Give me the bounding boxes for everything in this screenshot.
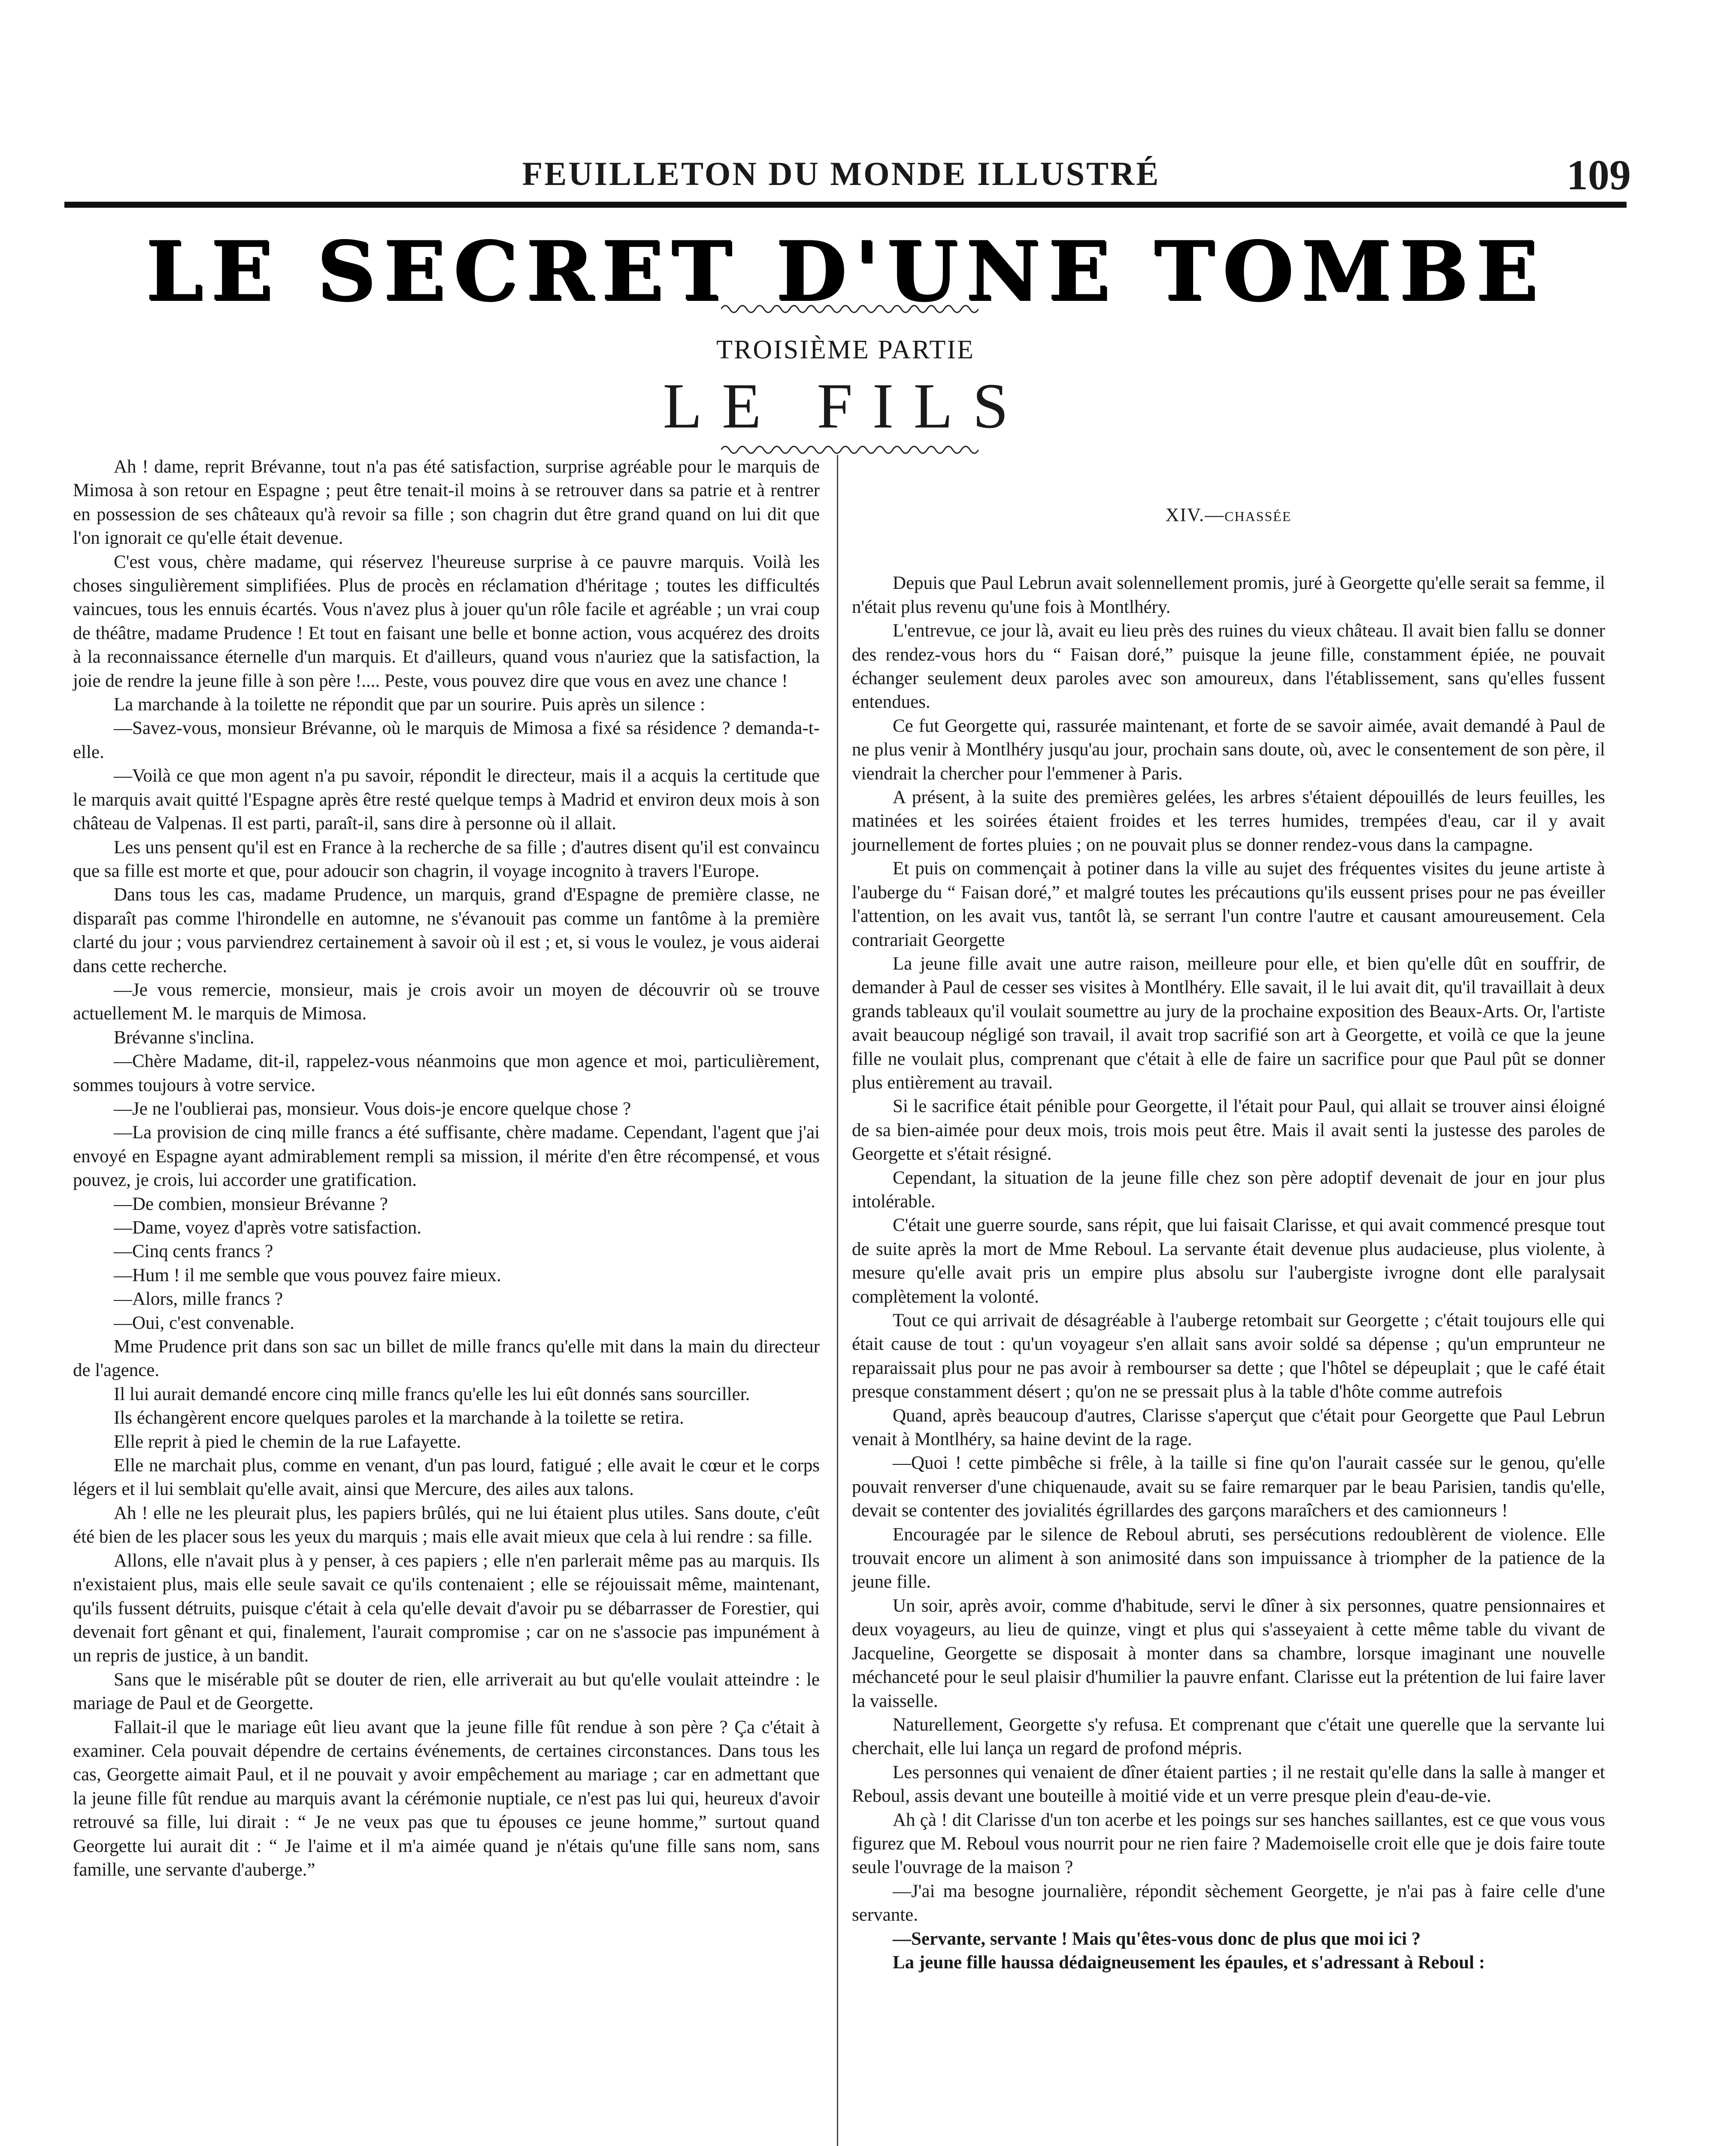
part-label: TROISIÈME PARTIE [716,335,975,364]
paragraph: Sans que le misérable pût se douter de rien, elle arriverait au but qu'elle voulait atteindre : le mariage de Paul et de Georgette. [73,1669,820,1714]
paragraph: Ah ! dame, reprit Brévanne, tout n'a pas été satisfaction, surprise agréable pour le marquis de Mimosa à son retour en Espagne ; peut être tenait-il moins à se retrouver dans sa patrie et à rentrer en possession de ses châteaux qu'à revoir sa fille ; son chagrin dut être grand quand on lui dit que l'on ignorait ce qu'elle était devenue. [73,457,820,549]
paragraph: Depuis que Paul Lebrun avait solennellement promis, juré à Georgette qu'elle serait sa femme, il n'était plus revenu qu'une fois à Montlhéry. [852,573,1605,617]
paragraph: Naturellement, Georgette s'y refusa. Et comprenant que c'était une querelle que la servante lui cherchait, elle lui lança un regard de profond mépris. [852,1714,1605,1759]
paragraph: Allons, elle n'avait plus à y penser, à ces papiers ; elle n'en parlerait même pas au marquis. Ils n'existaient plus, mais elle seule savait ce qu'ils contenaient ; elle se réjouissait même, maintenant, qu'ils fussent détruits, puisque c'était à cela qu'elle devait d'avoir pu se débarrasser de Forestier, qui devenait fort gênant et qui, finalement, l'aurait compromise ; car on ne s'associe pas impunément à un repris de justice, à un bandit. [73,1550,820,1666]
chapter-number: XIV.— [1165,504,1225,525]
paragraph: —Cinq cents francs ? [114,1241,273,1262]
paragraph: —Je vous remercie, monsieur, mais je crois avoir un moyen de découvrir où se trouve actuellement M. le marquis de Mimosa. [73,979,820,1024]
paragraph: A présent, à la suite des premières gelées, les arbres s'étaient dépouillés de leurs feuilles, les matinées et les soirées étaient froides et les terres humides, trempées d'eau, car il y avait journellement de fortes pluies ; on ne pouvait plus se donner rendez-vous dans la campagne. [852,787,1605,855]
paragraph: Ce fut Georgette qui, rassurée maintenant, et forte de se savoir aimée, avait demandé à Paul de ne plus venir à Montlhéry jusqu'au jour, prochain sans doute, où, avec le consentement de son père, il viendrait la chercher pour l'emmener à Paris. [852,715,1605,784]
paragraph: Tout ce qui arrivait de désagréable à l'auberge retombait sur Georgette ; c'était toujours elle qui était cause de tout : qu'un voyageur s'en allait sans avoir soldé sa dépense ; qu'un emprunteur ne reparaissait plus pour ne pas avoir à rembourser sa dette ; que l'hôtel se dépeuplait ; que le café était presque constamment désert ; qu'on ne se pressait plus à la table d'hôte comme autrefois [852,1310,1605,1402]
paragraph: —Je ne l'oublierai pas, monsieur. Vous dois-je encore quelque chose ? [114,1098,631,1119]
paragraph: C'est vous, chère madame, qui réservez l'heureuse surprise à ce pauvre marquis. Voilà les choses singulièrement simplifiées. Plus de procès en réclamation d'héritage ; toutes les difficultés vaincues, tous les ennuis écartés. Vous n'avez plus à jouer qu'un rôle facile et agréable ; un vrai coup de théâtre, madame Prudence ! Et tout en faisant une belle et bonne action, vous acquérez des droits à la reconnaissance éternelle d'un marquis. Et d'ailleurs, quand vous n'auriez que la satisfaction, la joie de rendre la jeune fille à son père !.... Peste, vous pouvez dire que vous en avez une chance ! [73,552,820,691]
paragraph: —Oui, c'est convenable. [114,1312,294,1333]
paragraph: —J'ai ma besogne journalière, répondit sèchement Georgette, je n'ai pas à faire celle d'une servante. [852,1881,1605,1925]
paragraph: —Hum ! il me semble que vous pouvez faire mieux. [114,1265,501,1285]
ornament-wave-top [721,300,979,316]
left-column [73,455,820,1882]
paragraph: Les personnes qui venaient de dîner étaient parties ; il ne restait qu'elle dans la salle à manger et Reboul, assis devant une bouteille à moitié vide et un verre presque plein d'eau-de-vie. [852,1762,1605,1807]
paragraph: Elle ne marchait plus, comme en venant, d'un pas lourd, fatigué ; elle avait le cœur et le corps légers et il lui semblait qu'elle avait, ainsi que Mercure, des ailes aux talons. [73,1455,820,1500]
paragraph: —La provision de cinq mille francs a été suffisante, chère madame. Cependant, l'agent que j'ai envoyé en Espagne ayant admirablement rempli sa mission, il mérite d'en être récompensé, et vous pouvez, je crois, lui accorder une gratification. [73,1122,820,1191]
paragraph: Dans tous les cas, madame Prudence, un marquis, grand d'Espagne de première classe, ne disparaît pas comme l'hirondelle en automne, ne s'évanouit pas comme un fantôme à la première clarté du jour ; vous parviendrez certainement à savoir où il est ; et, si vous le voulez, je vous aiderai dans cette recherche. [73,885,820,976]
column-divider [837,455,838,2146]
paragraph: Et puis on commençait à potiner dans la ville au sujet des fréquentes visites du jeune artiste à l'auberge du “ Faisan doré,” et malgré toutes les précautions qu'ils eussent prises pour ne pas éveiller l'attention, on les avait vus, tantôt là, se serrant l'un contre l'autre et causant amoureusement. Cela contrariait Georgette [852,858,1605,950]
paragraph: Ils échangèrent encore quelques paroles et la marchande à la toilette se retira. [114,1408,684,1428]
paragraph: Ah ! elle ne les pleurait plus, les papiers brûlés, qui ne lui étaient plus utiles. Sans doute, c'eût été bien de les placer sous les yeux du marquis ; mais elle avait mieux que cela à lui rendre : sa fille. [73,1503,820,1547]
chapter-title: CHASSÉE [1224,509,1292,524]
paragraph: —Quoi ! cette pimbêche si frêle, à la taille si fine qu'on l'aurait cassée sur le genou, qu'elle pouvait renverser d'une chiquenaude, avait su se faire remarquer par le beau Parisien, tandis qu'elle, devait se contenter des jovialités égrillardes des garçons maraîchers et des camionneurs ! [852,1453,1605,1521]
paragraph: Ah çà ! dit Clarisse d'un ton acerbe et les poings sur ses hanches saillantes, est ce que vous vous figurez que M. Reboul vous nourrit pour ne rien faire ? Mademoiselle croit elle que je dois faire toute seule l'ouvrage de la maison ? [852,1810,1605,1878]
paragraph: —Voilà ce que mon agent n'a pu savoir, répondit le directeur, mais il a acquis la certitude que le marquis avait quitté l'Espagne après être resté quelque temps à Madrid et environ deux mois à son château de Valpenas. Il est parti, paraît-il, sans dire à personne où il allait. [73,766,820,834]
paragraph: La marchande à la toilette ne répondit que par un sourire. Puis après un silence : [114,694,705,715]
part-title: LE FILS [663,370,1028,442]
paragraph: Il lui aurait demandé encore cinq mille francs qu'elle les lui eût donnés sans sourciller. [114,1384,750,1404]
paragraph: L'entrevue, ce jour là, avait eu lieu près des ruines du vieux château. Il avait bien fallu se donner des rendez-vous hors du “ Faisan doré,” puisque la jeune fille, constamment épiée, ne pouvait échanger seulement deux paroles avec son amoureux, dans l'établissement, sans qu'elles fussent entendues. [852,621,1605,712]
paragraph: Les uns pensent qu'il est en France à la recherche de sa fille ; d'autres disent qu'il est convaincu que sa fille est morte et que, pour adoucir son chagrin, il voyage incognito à travers l'Europe. [73,837,820,881]
paragraph: Encouragée par le silence de Reboul abruti, ses persécutions redoublèrent de violence. Elle trouvait encore un aliment à son animosité dans son impuissance à triompher de la patience de la jeune fille. [852,1524,1605,1592]
paragraph: —Servante, servante ! Mais qu'êtes-vous donc de plus que moi ici ? [893,1928,1421,1949]
paragraph: La jeune fille haussa dédaigneusement les épaules, et s'adressant à Reboul : [893,1952,1485,1973]
paragraph: Cependant, la situation de la jeune fille chez son père adoptif devenait de jour en jour plus intolérable. [852,1167,1605,1212]
paragraph: Quand, après beaucoup d'autres, Clarisse s'aperçut que c'était pour Georgette que Paul Lebrun venait à Montlhéry, sa haine devint de la rage. [852,1405,1605,1450]
running-title: FEUILLETON DU MONDE ILLUSTRÉ [522,155,1160,192]
paragraph: —Alors, mille francs ? [114,1289,283,1309]
header-rule [64,202,1627,208]
story-title: LE SECRET D'UNE TOMBE [145,223,1545,319]
paragraph: Un soir, après avoir, comme d'habitude, servi le dîner à six personnes, quatre pensionnaires et deux voyageurs, au lieu de quinze, vingt et plus qui s'asseyaient à cette même table du vivant de Jacqueline, Georgette se disposait à monter dans sa chambre, lorsque imaginant une nouvelle méchanceté pour le seul plaisir d'humilier la pauvre enfant. Clarisse eut la prétention de lui faire laver la vaisselle. [852,1595,1605,1711]
paragraph: La jeune fille avait une autre raison, meilleure pour elle, et bien qu'elle dût en souffrir, de demander à Paul de cesser ses visites à Montlhéry. Elle savait, il le lui avait dit, qu'il travaillait à deux grands tableaux qu'il voulait soumettre au jury de la prochaine exposition des Beaux-Arts. Or, l'artiste avait beaucoup négligé son travail, il avait trop sacrifié son art à Georgette, et voilà ce que la jeune fille ne voulait plus, comprenant que c'était à elle de faire un sacrifice pour que Paul pût se donner plus entièrement au travail. [852,953,1605,1093]
paragraph: —De combien, monsieur Brévanne ? [114,1194,388,1214]
right-column [852,503,1605,1974]
paragraph: Elle reprit à pied le chemin de la rue Lafayette. [114,1431,461,1452]
paragraph: —Chère Madame, dit-il, rappelez-vous néanmoins que mon agence et moi, particulièrement, sommes toujours à votre service. [73,1051,820,1095]
paragraph: —Savez-vous, monsieur Brévanne, où le marquis de Mimosa a fixé sa résidence ? demanda-t-elle. [73,718,820,762]
paragraph: C'était une guerre sourde, sans répit, que lui faisait Clarisse, et qui avait commencé presque tout de suite après la mort de Mme Reboul. La servante était devenue plus audacieuse, plus violente, à mesure qu'elle avait pris un empire plus absolu sur l'aubergiste ivrogne dont elle paralysait complètement la volonté. [852,1215,1605,1307]
paragraph: Fallait-il que le mariage eût lieu avant que la jeune fille fût rendue à son père ? Ça c'était à examiner. Cela pouvait dépendre de certains événements, de certaines circonstances. Dans tous les cas, Georgette aimait Paul, et il ne pouvait y avoir empêchement au mariage ; car en admettant que la jeune fille fût rendue au marquis avant la cérémonie nuptiale, ce n'est pas lui qui, heureux d'avoir retrouvé sa fille, lui dirait : “ Je ne veux pas que tu épouses ce jeune homme,” surtout quand Georgette lui aurait dit : “ Je l'aime et il m'a aimée quand je n'étais qu'une fille sans nom, sans famille, une servante d'auberge.” [73,1717,820,1880]
paragraph: Mme Prudence prit dans son sac un billet de mille francs qu'elle mit dans la main du directeur de l'agence. [73,1337,820,1381]
chapter-heading [852,503,1605,528]
page-number: 109 [1566,151,1631,199]
paragraph: —Dame, voyez d'après votre satisfaction. [114,1218,421,1238]
paragraph: Brévanne s'inclina. [114,1027,254,1048]
paragraph: Si le sacrifice était pénible pour Georgette, il l'était pour Paul, qui allait se trouver ainsi éloigné de sa bien-aimée pour deux mois, trois mois peut être. Mais il avait senti la justesse des paroles de Georgette et s'était résigné. [852,1096,1605,1164]
